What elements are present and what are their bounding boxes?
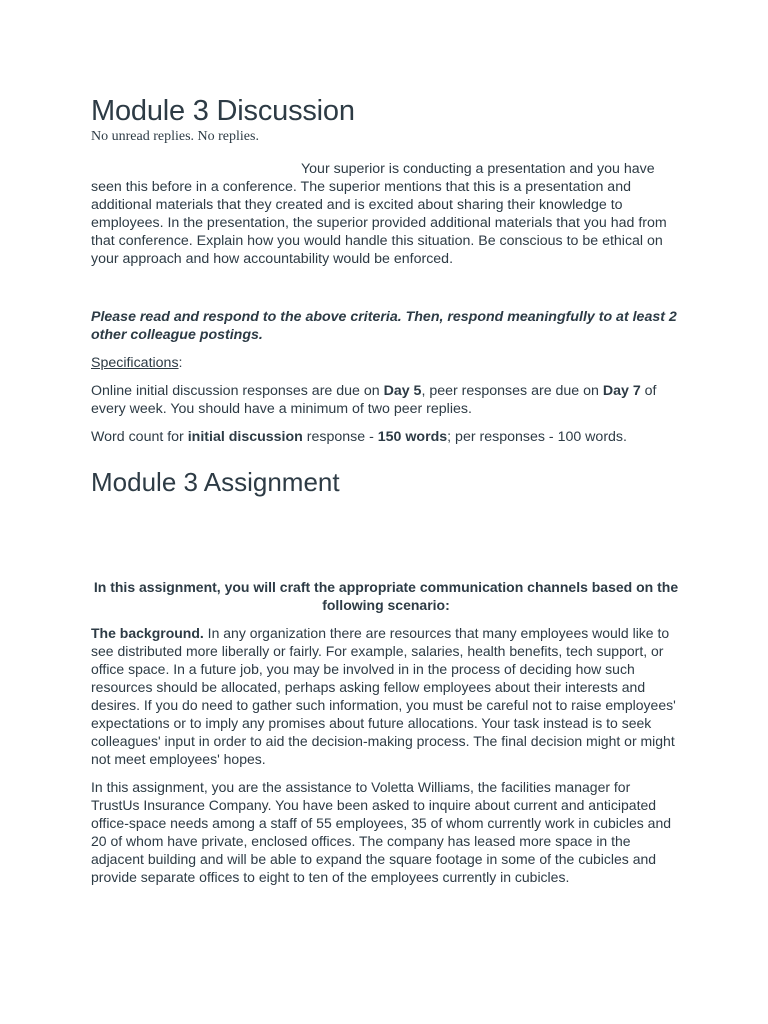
- due-text-2: , peer responses are due on: [421, 383, 603, 399]
- word-count-paragraph: [91, 428, 681, 446]
- assignment-title: Module 3 Assignment: [91, 467, 340, 497]
- specifications-colon: :: [178, 355, 183, 371]
- background-text: In any organization there are resources that many employees would like to see distributed more liberally or fairly. For example, salaries, health benefits, tech support, or office space. In a future job, you may be involved in in the process of deciding how such resources should be allocated, perhaps asking fellow employees about their interests and desires. If you do need to gather such information, you must be careful not to raise employees' expectations or to imply any promises about future allocations. Your task instead is to seek colleagues' input in order to aid the decision-making process. The final decision might or might not meet employees' hopes.: [91, 625, 676, 767]
- due-day-peer: Day 7: [602, 383, 641, 399]
- specifications-heading: [91, 354, 681, 372]
- reply-status: No unread replies. No replies.: [91, 129, 259, 144]
- due-text-1: Online initial discussion responses are due on: [91, 383, 384, 399]
- discussion-prompt-text: Your superior is conducting a presentation and you have seen this before in a conference. The superior mentions that this is a presentation and additional materials that they created and is excited about sharing their knowledge to employees. In the presentation, the superior provided additional materials that you had from that conference. Explain how you would handle this situation. Be conscious to be ethical on your approach and how accountability would be enforced.: [91, 161, 667, 267]
- document-content: [91, 94, 681, 886]
- due-text-3: of every week. You should have a minimum of two peer replies.: [91, 383, 657, 417]
- specifications-label: Specifications: [91, 355, 179, 371]
- word-count-text-1: Word count for: [91, 429, 188, 445]
- assignment-scenario: In this assignment, you are the assistance to Voletta Williams, the facilities manager for TrustUs Insurance Company. You have been asked to inquire about current and anticipated office-space needs among a staff of 55 employees, 35 of whom currently work in cubicles and 20 of whom have private, enclosed offices. The company has leased more space in the adjacent building and will be able to expand the square footage in some of the cubicles and provide separate offices to eight to ten of the employees currently in cubicles.: [91, 779, 672, 885]
- assignment-background: [91, 624, 681, 768]
- word-count-text-3: ; per responses - 100 words.: [447, 429, 627, 445]
- due-day-initial: Day 5: [383, 383, 422, 399]
- word-count-initial: 150 words: [377, 429, 448, 445]
- word-count-label-initial: initial discussion: [187, 429, 303, 445]
- assignment-intro: In this assignment, you will craft the appropriate communication channels based on the following scenario:: [93, 579, 679, 613]
- discussion-instruction: Please read and respond to the above criteria. Then, respond meaningfully to at least 2 other colleague postings.: [91, 309, 677, 343]
- discussion-title: Module 3 Discussion: [91, 95, 355, 127]
- word-count-text-2: response -: [302, 429, 378, 445]
- discussion-prompt: [91, 160, 681, 268]
- background-label: The background.: [91, 625, 204, 641]
- due-dates-paragraph: [91, 382, 681, 418]
